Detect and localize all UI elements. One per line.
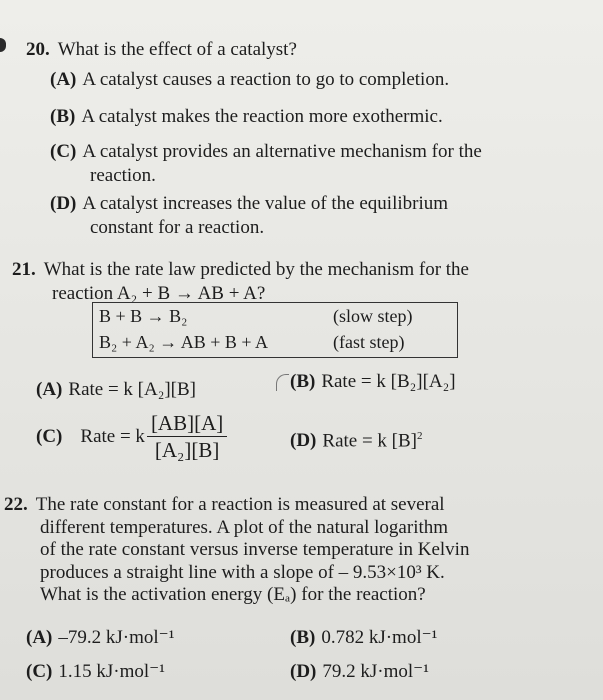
q20-option-a[interactable] xyxy=(50,68,449,92)
fraction-denominator: [A₂][B] xyxy=(154,438,220,462)
rate-fraction xyxy=(147,410,227,463)
option-text: A catalyst makes the reaction more exothermic. xyxy=(81,106,443,127)
q22-option-a[interactable] xyxy=(26,626,174,650)
q22-option-d[interactable] xyxy=(290,660,429,684)
option-text-cont: constant for a reaction. xyxy=(90,217,265,238)
option-label: (D) xyxy=(290,430,317,452)
q20-option-d[interactable] xyxy=(50,192,448,240)
option-text: 0.782 kJ·mol⁻¹ xyxy=(321,627,438,648)
question-22-line: The rate constant for a reaction is measured at several xyxy=(35,494,445,515)
option-label: (A) xyxy=(50,69,77,90)
option-label: (A) xyxy=(26,627,53,648)
mechanism-tag-2: (fast step) xyxy=(333,332,405,352)
question-21-line2: reaction A₂ + B → AB + A? xyxy=(52,283,266,304)
option-label: (B) xyxy=(50,106,76,127)
option-label: (C) xyxy=(50,141,77,162)
option-text: Rate = k [A₂][B] xyxy=(68,379,197,400)
option-superscript: 2 xyxy=(417,430,423,442)
mechanism-tag-1: (slow step) xyxy=(333,306,413,326)
option-label: (D) xyxy=(50,193,77,214)
option-text: 1.15 kJ·mol⁻¹ xyxy=(58,661,165,682)
option-label: (C) xyxy=(36,425,63,447)
question-20-stem xyxy=(26,38,297,62)
question-22-line: different temperatures. A plot of the natural logarithm xyxy=(40,516,449,538)
q21-option-c[interactable] xyxy=(36,410,227,463)
option-text: Rate = k [B₂][A₂] xyxy=(321,371,456,392)
option-text-cont: reaction. xyxy=(90,165,156,186)
option-label: (C) xyxy=(26,661,53,682)
option-text: Rate = k [B] xyxy=(322,430,418,452)
mechanism-step-2: B₂ + A₂ → AB + B + A xyxy=(99,332,269,352)
option-text: A catalyst increases the value of the equilibrium xyxy=(82,193,449,214)
option-text: A catalyst causes a reaction to go to completion. xyxy=(82,69,450,90)
question-22-line: of the rate constant versus inverse temperature in Kelvin xyxy=(40,539,470,560)
pen-mark xyxy=(276,374,289,391)
q20-option-b[interactable] xyxy=(50,105,443,129)
q21-option-b[interactable] xyxy=(290,370,456,394)
mechanism-box xyxy=(92,302,458,358)
q20-option-c[interactable] xyxy=(50,140,482,188)
option-label: (A) xyxy=(36,379,63,400)
question-20-number: 20. xyxy=(26,39,50,60)
question-21-line1: What is the rate law predicted by the mechanism for the xyxy=(43,259,469,280)
option-label: (D) xyxy=(290,661,317,682)
margin-mark xyxy=(0,38,6,52)
option-text: 79.2 kJ·mol⁻¹ xyxy=(322,661,429,682)
question-20-text: What is the effect of a catalyst? xyxy=(57,39,297,60)
option-label: (B) xyxy=(290,371,316,392)
mechanism-step-1: B + B → B₂ xyxy=(99,306,188,326)
q21-option-d[interactable] xyxy=(290,424,423,453)
option-text: Rate = k xyxy=(80,425,145,447)
q21-option-a[interactable] xyxy=(36,378,196,402)
option-label: (B) xyxy=(290,627,316,648)
question-22-number: 22. xyxy=(4,494,28,515)
fraction-numerator: [AB][A] xyxy=(147,410,227,437)
question-22-line: What is the activation energy (Eₐ) for the reaction? xyxy=(40,584,426,605)
question-21-number: 21. xyxy=(12,259,36,280)
option-text: A catalyst provides an alternative mechanism for the xyxy=(82,141,482,162)
question-22-line: produces a straight line with a slope of – 9.53×10³ K. xyxy=(40,561,445,583)
q22-option-c[interactable] xyxy=(26,660,165,684)
option-text: –79.2 kJ·mol⁻¹ xyxy=(58,627,175,648)
question-22-stem xyxy=(4,494,469,607)
question-21-stem xyxy=(12,258,469,306)
q22-option-b[interactable] xyxy=(290,626,437,650)
